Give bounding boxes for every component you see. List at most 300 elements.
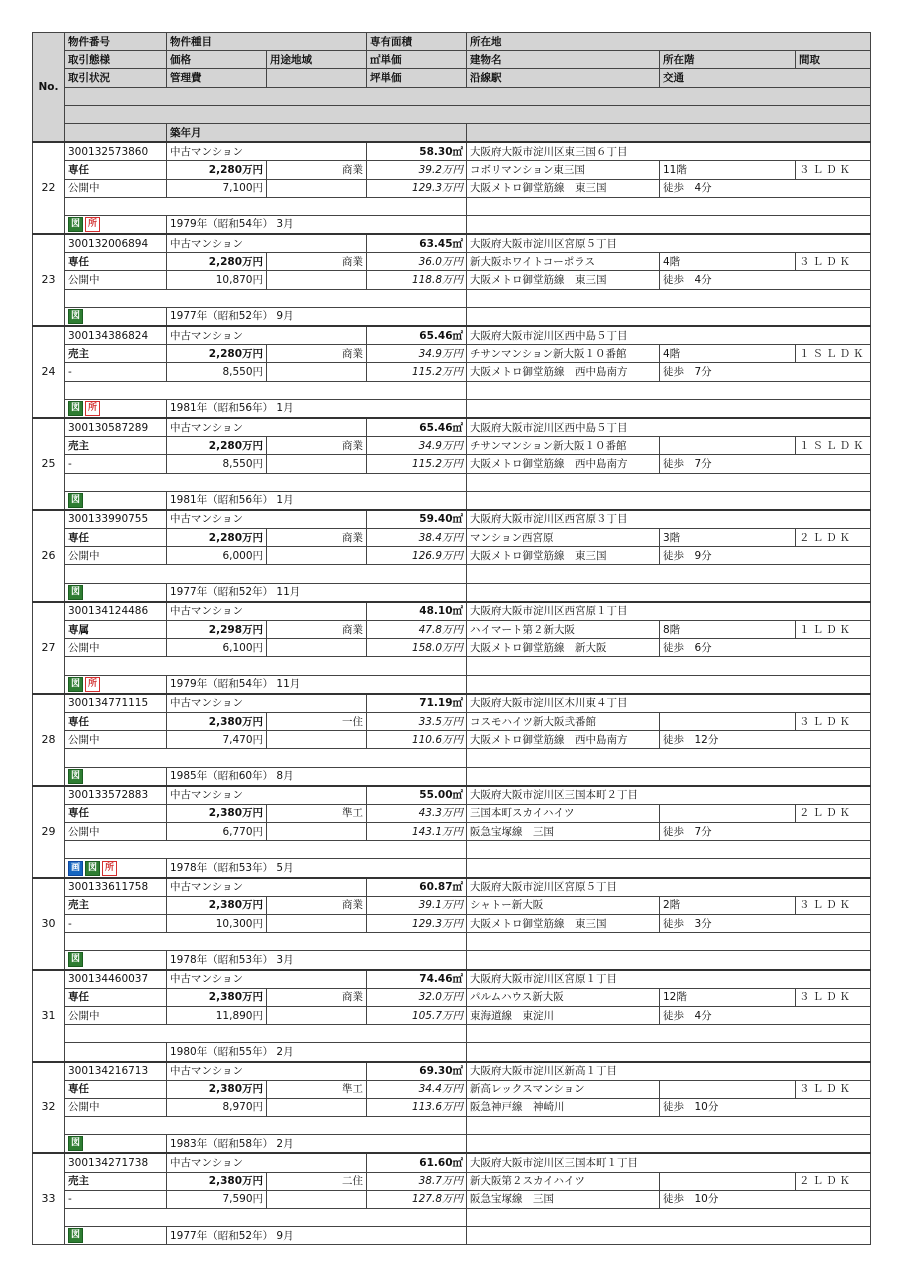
deal-mode: 専任 — [65, 988, 167, 1006]
floor — [660, 804, 796, 822]
line-station: 阪急神戸線 神崎川 — [467, 1098, 660, 1116]
blank-cell — [65, 1025, 467, 1043]
blank-cell — [467, 491, 871, 510]
listing-number: 28 — [33, 694, 65, 786]
line-station: 大阪メトロ御堂筋線 東三国 — [467, 179, 660, 197]
floor: 12階 — [660, 988, 796, 1006]
listing-row — [33, 878, 871, 897]
badge-zu-icon[interactable]: 図 — [85, 861, 100, 876]
access: 徒歩 4分 — [660, 1006, 871, 1024]
blank-cell — [467, 1227, 871, 1245]
price: 2,280万円 — [167, 161, 267, 179]
price: 2,380万円 — [167, 712, 267, 730]
listing-number: 33 — [33, 1153, 65, 1244]
listing-row — [33, 271, 871, 289]
listing-row — [33, 859, 871, 878]
header-deal-status: 取引状況 — [65, 69, 167, 87]
listing-row — [33, 565, 871, 583]
line-station: 大阪メトロ御堂筋線 新大阪 — [467, 639, 660, 657]
listing-number: 31 — [33, 970, 65, 1062]
blank-cell — [467, 1025, 871, 1043]
badge-zu-icon[interactable]: 図 — [68, 1228, 83, 1243]
listing-row — [33, 602, 871, 621]
badge-zu-icon[interactable]: 図 — [68, 952, 83, 967]
layout: ２ＬＤＫ — [796, 529, 871, 547]
zoning: 商業 — [267, 161, 367, 179]
listing-number: 22 — [33, 142, 65, 234]
blank-cell — [267, 915, 367, 933]
listing-row — [33, 786, 871, 805]
deal-status: 公開中 — [65, 271, 167, 289]
badge-zu-icon[interactable]: 図 — [68, 585, 83, 600]
header-unit-price-tsubo: 坪単価 — [367, 69, 467, 87]
listing-row — [33, 179, 871, 197]
listing-row — [33, 1172, 871, 1190]
badge-zu-icon[interactable]: 図 — [68, 401, 83, 416]
blank-cell — [467, 399, 871, 418]
property-type: 中古マンション — [167, 418, 367, 437]
property-type: 中古マンション — [167, 786, 367, 805]
property-type: 中古マンション — [167, 510, 367, 529]
badge-ga-icon[interactable]: 画 — [68, 861, 83, 876]
listing-row — [33, 529, 871, 547]
badges — [65, 583, 167, 602]
blank-cell — [267, 639, 367, 657]
building-name: パルムハウス新大阪 — [467, 988, 660, 1006]
property-id: 300134271738 — [65, 1153, 167, 1172]
deal-mode: 売主 — [65, 896, 167, 914]
deal-status: 公開中 — [65, 1098, 167, 1116]
header-property-type: 物件種目 — [167, 33, 367, 51]
listing-row — [33, 657, 871, 675]
property-type: 中古マンション — [167, 326, 367, 345]
listing-row — [33, 933, 871, 951]
property-id: 300134386824 — [65, 326, 167, 345]
badge-sho-icon[interactable]: 所 — [85, 217, 100, 232]
listing-row — [33, 1025, 871, 1043]
property-id: 300130587289 — [65, 418, 167, 437]
blank-cell — [267, 363, 367, 381]
deal-mode: 専任 — [65, 804, 167, 822]
built-date: 1979年（昭和54年） 11月 — [167, 675, 467, 694]
listing-row — [33, 455, 871, 473]
blank-cell — [267, 1190, 367, 1208]
sqm-price: 33.5万円 — [367, 712, 467, 730]
blank-cell — [65, 381, 467, 399]
line-station: 大阪メトロ御堂筋線 西中島南方 — [467, 731, 660, 749]
badge-sho-icon[interactable]: 所 — [102, 861, 117, 876]
header-property-id: 物件番号 — [65, 33, 167, 51]
listing-number: 27 — [33, 602, 65, 694]
header-row-5 — [33, 105, 871, 123]
header-access: 交通 — [660, 69, 871, 87]
blank-cell — [467, 1043, 871, 1062]
deal-mode: 専任 — [65, 253, 167, 271]
access: 徒歩 4分 — [660, 179, 871, 197]
badges — [65, 307, 167, 326]
listing-row — [33, 712, 871, 730]
deal-status: 公開中 — [65, 731, 167, 749]
deal-status: - — [65, 363, 167, 381]
badge-zu-icon[interactable]: 図 — [68, 1136, 83, 1151]
header-mgmt-fee: 管理費 — [167, 69, 267, 87]
header-layout: 間取 — [796, 51, 871, 69]
listing-row — [33, 1043, 871, 1062]
header-built: 築年月 — [167, 123, 467, 142]
listing-row — [33, 399, 871, 418]
built-date: 1981年（昭和56年） 1月 — [167, 399, 467, 418]
property-type: 中古マンション — [167, 970, 367, 989]
property-type: 中古マンション — [167, 234, 367, 253]
deal-mode: 専任 — [65, 1080, 167, 1098]
blank-cell — [467, 749, 871, 767]
listing-table — [32, 32, 871, 1245]
built-date: 1977年（昭和52年） 9月 — [167, 1227, 467, 1245]
address: 大阪府大阪市淀川区宮原５丁目 — [467, 234, 871, 253]
floor — [660, 712, 796, 730]
line-station: 大阪メトロ御堂筋線 東三国 — [467, 915, 660, 933]
header-row-6 — [33, 123, 871, 142]
mgmt-fee: 6,100円 — [167, 639, 267, 657]
blank-cell — [65, 473, 467, 491]
layout: ３ＬＤＫ — [796, 1080, 871, 1098]
zoning: 二住 — [267, 1172, 367, 1190]
listing-row — [33, 1190, 871, 1208]
deal-status: - — [65, 455, 167, 473]
listing-row — [33, 363, 871, 381]
property-id: 300133611758 — [65, 878, 167, 897]
tsubo-price: 118.8万円 — [367, 271, 467, 289]
listing-row — [33, 161, 871, 179]
blank-cell — [467, 951, 871, 970]
blank-cell — [467, 289, 871, 307]
header-line-station: 沿線駅 — [467, 69, 660, 87]
access: 徒歩 3分 — [660, 915, 871, 933]
deal-status: - — [65, 915, 167, 933]
listing-row — [33, 510, 871, 529]
property-id: 300134771115 — [65, 694, 167, 713]
blank-cell — [267, 1098, 367, 1116]
sqm-price: 34.9万円 — [367, 437, 467, 455]
building-name: チサンマンション新大阪１０番館 — [467, 437, 660, 455]
listing-row — [33, 197, 871, 215]
address: 大阪府大阪市淀川区西宮原３丁目 — [467, 510, 871, 529]
tsubo-price: 143.1万円 — [367, 823, 467, 841]
listing-number: 23 — [33, 234, 65, 326]
tsubo-price: 127.8万円 — [367, 1190, 467, 1208]
mgmt-fee: 10,300円 — [167, 915, 267, 933]
listing-row — [33, 694, 871, 713]
tsubo-price: 105.7万円 — [367, 1006, 467, 1024]
listing-row — [33, 621, 871, 639]
listing-row — [33, 473, 871, 491]
listing-number: 32 — [33, 1062, 65, 1154]
badge-zu-icon[interactable]: 図 — [68, 217, 83, 232]
floor-area: 60.87㎡ — [367, 878, 467, 897]
blank-cell — [65, 1209, 467, 1227]
floor-area: 65.46㎡ — [367, 418, 467, 437]
line-station: 大阪メトロ御堂筋線 西中島南方 — [467, 363, 660, 381]
mgmt-fee: 8,970円 — [167, 1098, 267, 1116]
deal-status: - — [65, 1190, 167, 1208]
listing-row — [33, 381, 871, 399]
header-row-1 — [33, 33, 871, 51]
access: 徒歩 4分 — [660, 271, 871, 289]
floor-area: 63.45㎡ — [367, 234, 467, 253]
listing-row — [33, 1227, 871, 1245]
deal-mode: 専任 — [65, 529, 167, 547]
property-id: 300134460037 — [65, 970, 167, 989]
layout: ２ＬＤＫ — [796, 1172, 871, 1190]
blank-cell — [65, 749, 467, 767]
blank-cell — [467, 583, 871, 602]
listing-row — [33, 823, 871, 841]
listing-row — [33, 915, 871, 933]
tsubo-price: 115.2万円 — [367, 363, 467, 381]
building-name: マンション西宮原 — [467, 529, 660, 547]
built-date: 1977年（昭和52年） 11月 — [167, 583, 467, 602]
listing-row — [33, 804, 871, 822]
tsubo-price: 126.9万円 — [367, 547, 467, 565]
tsubo-price: 158.0万円 — [367, 639, 467, 657]
property-id: 300134124486 — [65, 602, 167, 621]
property-type: 中古マンション — [167, 142, 367, 161]
deal-status: 公開中 — [65, 1006, 167, 1024]
listing-row — [33, 1153, 871, 1172]
zoning: 準工 — [267, 804, 367, 822]
price: 2,298万円 — [167, 621, 267, 639]
price: 2,280万円 — [167, 437, 267, 455]
listing-row — [33, 896, 871, 914]
badges — [65, 215, 167, 234]
listing-row — [33, 1135, 871, 1154]
line-station: 東海道線 東淀川 — [467, 1006, 660, 1024]
listing-row — [33, 675, 871, 694]
address: 大阪府大阪市淀川区西中島５丁目 — [467, 326, 871, 345]
building-name: チサンマンション新大阪１０番館 — [467, 345, 660, 363]
listing-row — [33, 215, 871, 234]
floor: 2階 — [660, 896, 796, 914]
floor: 3階 — [660, 529, 796, 547]
listing-row — [33, 970, 871, 989]
property-type: 中古マンション — [167, 1153, 367, 1172]
address: 大阪府大阪市淀川区西中島５丁目 — [467, 418, 871, 437]
header-price: 価格 — [167, 51, 267, 69]
blank-cell — [467, 473, 871, 491]
layout: ３ＬＤＫ — [796, 712, 871, 730]
listing-row — [33, 253, 871, 271]
listing-row — [33, 1117, 871, 1135]
blank-cell — [65, 841, 467, 859]
blank-cell — [467, 215, 871, 234]
building-name: シャトー新大阪 — [467, 896, 660, 914]
listing-row — [33, 639, 871, 657]
building-name: 新大阪ホワイトコーポラス — [467, 253, 660, 271]
listing-row — [33, 951, 871, 970]
access: 徒歩 10分 — [660, 1098, 871, 1116]
listing-row — [33, 345, 871, 363]
header-building-name: 建物名 — [467, 51, 660, 69]
header-no: No. — [33, 33, 65, 143]
access: 徒歩 6分 — [660, 639, 871, 657]
listing-number: 29 — [33, 786, 65, 878]
access: 徒歩 7分 — [660, 363, 871, 381]
listing-row — [33, 1098, 871, 1116]
badge-zu-icon[interactable]: 図 — [68, 493, 83, 508]
sqm-price: 38.4万円 — [367, 529, 467, 547]
layout: １ＬＤＫ — [796, 621, 871, 639]
tsubo-price: 110.6万円 — [367, 731, 467, 749]
blank-cell — [467, 841, 871, 859]
listing-number: 25 — [33, 418, 65, 510]
building-name: 新大阪第２スカイハイツ — [467, 1172, 660, 1190]
badge-sho-icon[interactable]: 所 — [85, 677, 100, 692]
price: 2,380万円 — [167, 1080, 267, 1098]
blank-cell — [267, 271, 367, 289]
listing-row — [33, 547, 871, 565]
blank-cell — [467, 197, 871, 215]
property-id: 300133572883 — [65, 786, 167, 805]
price: 2,380万円 — [167, 804, 267, 822]
tsubo-price: 113.6万円 — [367, 1098, 467, 1116]
floor: 4階 — [660, 345, 796, 363]
floor-area: 65.46㎡ — [367, 326, 467, 345]
address: 大阪府大阪市淀川区宮原５丁目 — [467, 878, 871, 897]
zoning: 商業 — [267, 253, 367, 271]
listing-row — [33, 1080, 871, 1098]
floor: 8階 — [660, 621, 796, 639]
listing-row — [33, 142, 871, 161]
zoning: 商業 — [267, 896, 367, 914]
line-station: 阪急宝塚線 三国 — [467, 823, 660, 841]
header-zoning: 用途地域 — [267, 51, 367, 69]
header-area: 専有面積 — [367, 33, 467, 51]
sqm-price: 36.0万円 — [367, 253, 467, 271]
zoning: 一住 — [267, 712, 367, 730]
layout: １ＳＬＤＫ — [796, 345, 871, 363]
floor-area: 58.30㎡ — [367, 142, 467, 161]
built-date: 1978年（昭和53年） 5月 — [167, 859, 467, 878]
blank-cell — [467, 381, 871, 399]
sqm-price: 32.0万円 — [367, 988, 467, 1006]
tsubo-price: 115.2万円 — [367, 455, 467, 473]
property-id: 300132573860 — [65, 142, 167, 161]
mgmt-fee: 11,890円 — [167, 1006, 267, 1024]
badge-sho-icon[interactable]: 所 — [85, 401, 100, 416]
built-date: 1985年（昭和60年） 8月 — [167, 767, 467, 786]
sqm-price: 47.8万円 — [367, 621, 467, 639]
layout: ３ＬＤＫ — [796, 253, 871, 271]
badge-zu-icon[interactable]: 図 — [68, 309, 83, 324]
building-name: 三国本町スカイハイツ — [467, 804, 660, 822]
sqm-price: 39.1万円 — [367, 896, 467, 914]
sqm-price: 43.3万円 — [367, 804, 467, 822]
price: 2,280万円 — [167, 529, 267, 547]
property-type: 中古マンション — [167, 602, 367, 621]
built-date: 1979年（昭和54年） 3月 — [167, 215, 467, 234]
header-floor: 所在階 — [660, 51, 796, 69]
deal-mode: 専任 — [65, 712, 167, 730]
header-row-3 — [33, 69, 871, 87]
listing-row — [33, 731, 871, 749]
deal-mode: 売主 — [65, 1172, 167, 1190]
blank-cell — [467, 675, 871, 694]
listing-row — [33, 749, 871, 767]
zoning: 商業 — [267, 345, 367, 363]
blank-cell — [467, 307, 871, 326]
property-type: 中古マンション — [167, 878, 367, 897]
deal-status: 公開中 — [65, 179, 167, 197]
listing-number: 26 — [33, 510, 65, 602]
blank-cell — [467, 1209, 871, 1227]
address: 大阪府大阪市淀川区宮原１丁目 — [467, 970, 871, 989]
blank-cell — [467, 657, 871, 675]
badges — [65, 951, 167, 970]
listing-row — [33, 307, 871, 326]
header-blank — [267, 69, 367, 87]
blank-cell — [65, 933, 467, 951]
built-date: 1978年（昭和53年） 3月 — [167, 951, 467, 970]
listing-row — [33, 988, 871, 1006]
deal-status: 公開中 — [65, 823, 167, 841]
deal-mode: 売主 — [65, 437, 167, 455]
property-id: 300134216713 — [65, 1062, 167, 1081]
floor: 4階 — [660, 253, 796, 271]
badges — [65, 1043, 167, 1062]
badges — [65, 491, 167, 510]
listing-row — [33, 491, 871, 510]
blank-cell — [467, 859, 871, 878]
address: 大阪府大阪市淀川区東三国６丁目 — [467, 142, 871, 161]
line-station: 大阪メトロ御堂筋線 西中島南方 — [467, 455, 660, 473]
floor-area: 74.46㎡ — [367, 970, 467, 989]
floor — [660, 437, 796, 455]
floor-area: 61.60㎡ — [367, 1153, 467, 1172]
zoning: 準工 — [267, 1080, 367, 1098]
property-id: 300133990755 — [65, 510, 167, 529]
floor-area: 59.40㎡ — [367, 510, 467, 529]
floor-area: 69.30㎡ — [367, 1062, 467, 1081]
blank-cell — [267, 455, 367, 473]
blank-cell — [267, 823, 367, 841]
zoning: 商業 — [267, 529, 367, 547]
blank-cell — [467, 933, 871, 951]
badge-zu-icon[interactable]: 図 — [68, 769, 83, 784]
zoning: 商業 — [267, 437, 367, 455]
address: 大阪府大阪市淀川区木川東４丁目 — [467, 694, 871, 713]
line-station: 大阪メトロ御堂筋線 東三国 — [467, 547, 660, 565]
mgmt-fee: 8,550円 — [167, 363, 267, 381]
layout: ２ＬＤＫ — [796, 804, 871, 822]
access: 徒歩 12分 — [660, 731, 871, 749]
tsubo-price: 129.3万円 — [367, 915, 467, 933]
mgmt-fee: 7,100円 — [167, 179, 267, 197]
mgmt-fee: 7,590円 — [167, 1190, 267, 1208]
price: 2,380万円 — [167, 1172, 267, 1190]
address: 大阪府大阪市淀川区西宮原１丁目 — [467, 602, 871, 621]
sqm-price: 38.7万円 — [367, 1172, 467, 1190]
deal-mode: 専任 — [65, 161, 167, 179]
property-type: 中古マンション — [167, 694, 367, 713]
built-date: 1980年（昭和55年） 2月 — [167, 1043, 467, 1062]
mgmt-fee: 8,550円 — [167, 455, 267, 473]
listing-row — [33, 437, 871, 455]
mgmt-fee: 7,470円 — [167, 731, 267, 749]
sqm-price: 34.9万円 — [367, 345, 467, 363]
address: 大阪府大阪市淀川区三国本町２丁目 — [467, 786, 871, 805]
floor-area: 55.00㎡ — [367, 786, 467, 805]
badge-zu-icon[interactable]: 図 — [68, 677, 83, 692]
